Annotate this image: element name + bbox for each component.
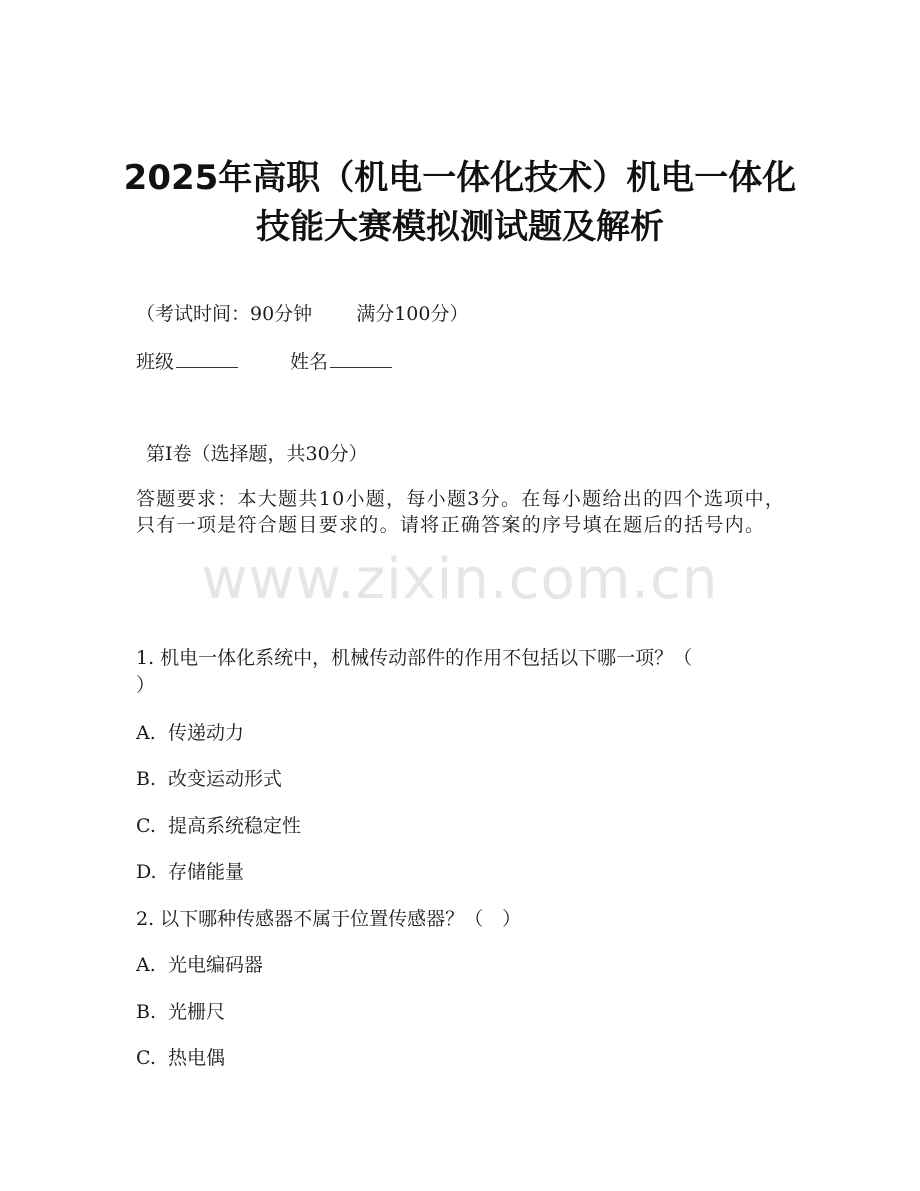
option-text: 传递动力 bbox=[168, 722, 245, 744]
class-label: 班级 bbox=[136, 351, 175, 373]
section-heading: 第Ⅰ卷（选择题，共30分） bbox=[146, 443, 368, 465]
question-1-option-c bbox=[136, 813, 301, 839]
question-2-option-c bbox=[136, 1045, 225, 1071]
option-letter: B. bbox=[136, 768, 157, 790]
question-2-option-b bbox=[136, 999, 225, 1025]
option-text: 热电偶 bbox=[168, 1047, 226, 1069]
option-text: 光电编码器 bbox=[168, 954, 264, 976]
document-title-line-1: 2025年高职（机电一体化技术）机电一体化 bbox=[123, 158, 797, 198]
option-text: 改变运动形式 bbox=[168, 768, 283, 790]
question-1-option-b bbox=[136, 766, 282, 792]
exam-score: 满分100分） bbox=[356, 303, 469, 325]
question-1-option-a bbox=[136, 720, 244, 746]
question-1-stem: 1. 机电一体化系统中，机械传动部件的作用不包括以下哪一项？（ bbox=[136, 647, 693, 669]
exam-info bbox=[136, 301, 468, 327]
watermark: www.zixin.com.cn bbox=[201, 547, 719, 612]
question-2-option-a bbox=[136, 952, 263, 978]
question-2-stem: 2. 以下哪种传感器不属于位置传感器？（ ） bbox=[136, 908, 522, 930]
section-instructions: 答题要求：本大题共10小题，每小题3分。在每小题给出的四个选项中，只有一项是符合题目要求的。请将正确答案的序号填在题后的括号内。 bbox=[136, 488, 786, 536]
question-1-option-d bbox=[136, 859, 244, 885]
option-letter: D. bbox=[136, 861, 157, 883]
option-letter: A. bbox=[136, 954, 156, 976]
class-blank[interactable] bbox=[176, 349, 238, 368]
option-text: 存储能量 bbox=[168, 861, 245, 883]
name-blank[interactable] bbox=[330, 349, 392, 368]
option-text: 提高系统稳定性 bbox=[168, 815, 302, 837]
option-letter: C. bbox=[136, 815, 156, 837]
exam-time: （考试时间：90分钟 bbox=[136, 303, 313, 325]
option-letter: B. bbox=[136, 1001, 157, 1023]
option-letter: A. bbox=[136, 722, 156, 744]
document-title-line-2: 技能大赛模拟测试题及解析 bbox=[256, 207, 664, 247]
student-fields bbox=[136, 349, 392, 375]
name-label: 姓名 bbox=[290, 351, 329, 373]
option-text: 光栅尺 bbox=[168, 1001, 226, 1023]
question-1-stem-cont: ） bbox=[136, 674, 156, 696]
option-letter: C. bbox=[136, 1047, 156, 1069]
